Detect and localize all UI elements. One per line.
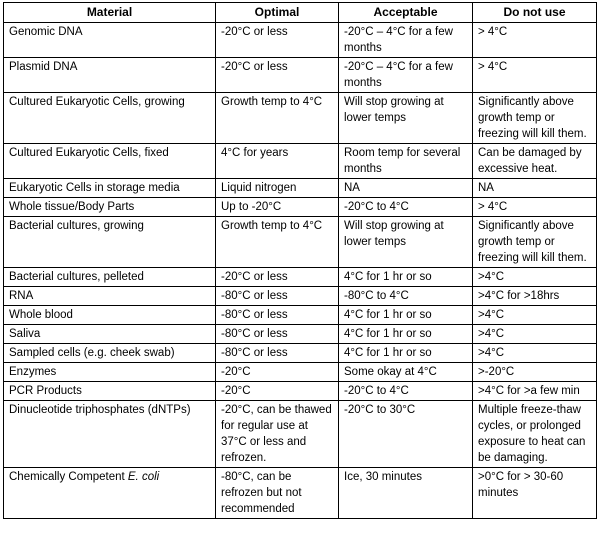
acceptable-cell: 4°C for 1 hr or so	[339, 306, 473, 325]
do-not-use-cell: >0°C for > 30-60 minutes	[473, 468, 597, 519]
table-row	[4, 287, 597, 306]
acceptable-cell: -20°C – 4°C for a few months	[339, 23, 473, 58]
acceptable-cell: -20°C to 4°C	[339, 198, 473, 217]
do-not-use-cell: >4°C for >a few min	[473, 382, 597, 401]
optimal-cell: -20°C	[216, 363, 339, 382]
do-not-use-cell: >4°C	[473, 325, 597, 344]
acceptable-cell: -80°C to 4°C	[339, 287, 473, 306]
do-not-use-cell: Significantly above growth temp or freezing will kill them.	[473, 93, 597, 144]
optimal-cell: 4°C for years	[216, 144, 339, 179]
optimal-cell: -20°C or less	[216, 23, 339, 58]
table-row	[4, 363, 597, 382]
table-row	[4, 401, 597, 468]
acceptable-cell: 4°C for 1 hr or so	[339, 344, 473, 363]
optimal-cell: Growth temp to 4°C	[216, 217, 339, 268]
table-body	[4, 23, 597, 519]
material-cell: Enzymes	[4, 363, 216, 382]
column-header-acceptable: Acceptable	[339, 3, 473, 23]
table-row	[4, 344, 597, 363]
table-row	[4, 58, 597, 93]
material-cell: Genomic DNA	[4, 23, 216, 58]
table-row	[4, 306, 597, 325]
do-not-use-cell: >4°C	[473, 344, 597, 363]
column-header-do-not-use: Do not use	[473, 3, 597, 23]
do-not-use-cell: >4°C for >18hrs	[473, 287, 597, 306]
optimal-cell: -80°C, can be refrozen but not recommended	[216, 468, 339, 519]
material-cell: Eukaryotic Cells in storage media	[4, 179, 216, 198]
table-row	[4, 198, 597, 217]
material-cell: Bacterial cultures, pelleted	[4, 268, 216, 287]
do-not-use-cell: Significantly above growth temp or freezing will kill them.	[473, 217, 597, 268]
material-cell: Dinucleotide triphosphates (dNTPs)	[4, 401, 216, 468]
do-not-use-cell: NA	[473, 179, 597, 198]
optimal-cell: Liquid nitrogen	[216, 179, 339, 198]
do-not-use-cell: Multiple freeze-thaw cycles, or prolonged exposure to heat can be damaging.	[473, 401, 597, 468]
material-cell: Whole blood	[4, 306, 216, 325]
optimal-cell: -20°C	[216, 382, 339, 401]
acceptable-cell: NA	[339, 179, 473, 198]
table-row	[4, 179, 597, 198]
material-cell: Cultured Eukaryotic Cells, growing	[4, 93, 216, 144]
acceptable-cell: -20°C to 30°C	[339, 401, 473, 468]
material-cell: Bacterial cultures, growing	[4, 217, 216, 268]
table-row	[4, 468, 597, 519]
optimal-cell: -20°C or less	[216, 268, 339, 287]
acceptable-cell: -20°C – 4°C for a few months	[339, 58, 473, 93]
do-not-use-cell: > 4°C	[473, 23, 597, 58]
optimal-cell: Growth temp to 4°C	[216, 93, 339, 144]
acceptable-cell: Will stop growing at lower temps	[339, 93, 473, 144]
material-cell: Chemically Competent E. coli	[4, 468, 216, 519]
optimal-cell: Up to -20°C	[216, 198, 339, 217]
acceptable-cell: 4°C for 1 hr or so	[339, 325, 473, 344]
table-row	[4, 268, 597, 287]
table-row	[4, 144, 597, 179]
acceptable-cell: -20°C to 4°C	[339, 382, 473, 401]
material-cell: RNA	[4, 287, 216, 306]
acceptable-cell: Room temp for several months	[339, 144, 473, 179]
material-cell: Plasmid DNA	[4, 58, 216, 93]
column-header-material: Material	[4, 3, 216, 23]
optimal-cell: -20°C, can be thawed for regular use at 37°C or less and refrozen.	[216, 401, 339, 468]
material-cell: Sampled cells (e.g. cheek swab)	[4, 344, 216, 363]
column-header-optimal: Optimal	[216, 3, 339, 23]
acceptable-cell: Ice, 30 minutes	[339, 468, 473, 519]
table-row	[4, 325, 597, 344]
acceptable-cell: Will stop growing at lower temps	[339, 217, 473, 268]
table-row	[4, 382, 597, 401]
do-not-use-cell: >4°C	[473, 268, 597, 287]
do-not-use-cell: > 4°C	[473, 198, 597, 217]
do-not-use-cell: Can be damaged by excessive heat.	[473, 144, 597, 179]
optimal-cell: -20°C or less	[216, 58, 339, 93]
table-row	[4, 23, 597, 58]
table-row	[4, 93, 597, 144]
material-cell: Whole tissue/Body Parts	[4, 198, 216, 217]
material-italic-text: E. coli	[127, 471, 160, 483]
optimal-cell: -80°C or less	[216, 344, 339, 363]
do-not-use-cell: >-20°C	[473, 363, 597, 382]
do-not-use-cell: > 4°C	[473, 58, 597, 93]
acceptable-cell: 4°C for 1 hr or so	[339, 268, 473, 287]
material-cell: PCR Products	[4, 382, 216, 401]
do-not-use-cell: >4°C	[473, 306, 597, 325]
optimal-cell: -80°C or less	[216, 287, 339, 306]
table-row	[4, 217, 597, 268]
optimal-cell: -80°C or less	[216, 306, 339, 325]
material-cell: Cultured Eukaryotic Cells, fixed	[4, 144, 216, 179]
material-cell: Saliva	[4, 325, 216, 344]
storage-temperature-table	[3, 2, 597, 519]
acceptable-cell: Some okay at 4°C	[339, 363, 473, 382]
optimal-cell: -80°C or less	[216, 325, 339, 344]
header-row	[4, 3, 597, 23]
